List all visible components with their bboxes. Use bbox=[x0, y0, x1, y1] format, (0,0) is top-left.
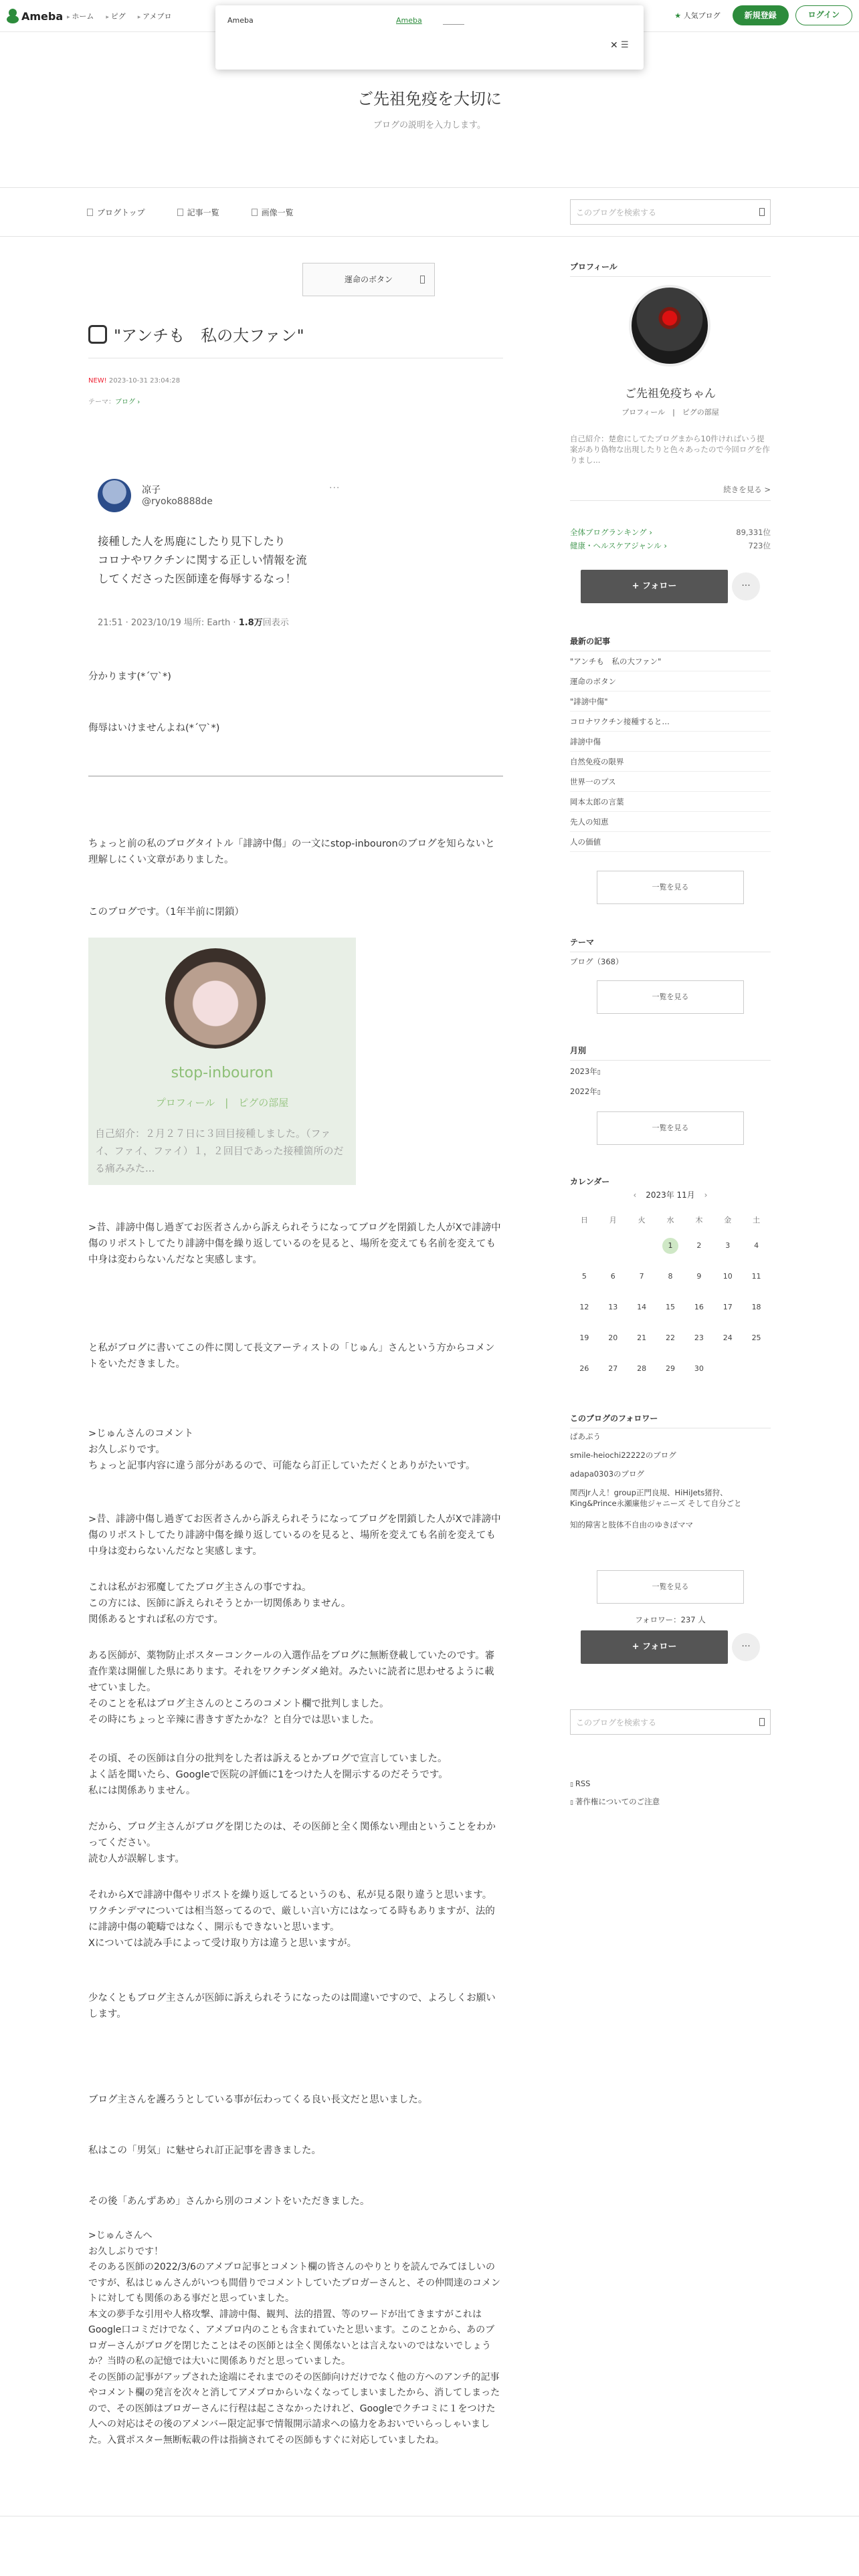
follower-item[interactable]: ぱあぷう bbox=[570, 1432, 601, 1441]
entry-title-text: "アンチも 私の大ファン" bbox=[114, 326, 304, 345]
calendar-day: 25 bbox=[751, 1333, 761, 1342]
tweet-author-name[interactable]: 凉子 bbox=[142, 485, 161, 496]
popular-blog-link[interactable] bbox=[674, 10, 720, 21]
entry-date: 2023-10-31 23:04:28 bbox=[108, 377, 181, 385]
top-right-actions bbox=[674, 5, 852, 25]
paragraph: このブログです。（1年半前に閉鎖） bbox=[88, 907, 244, 918]
search-icon bbox=[420, 276, 425, 284]
top-nav-ameblo[interactable]: ▸ アメブロ bbox=[138, 11, 172, 21]
copyright-label: 著作権についてのご注意 bbox=[575, 1797, 660, 1806]
tweet-views: 1.8万 bbox=[238, 618, 263, 628]
card-intro: 自己紹介：２月２７日に３回目接種しました。（ファイ、ファイ、ファイ）１，２回目であった接種箇所のだる痛みみた... bbox=[95, 1128, 344, 1174]
ranking-genre-label: 健康・ヘルスケアジャンル bbox=[570, 541, 662, 550]
list-item[interactable]: "誹謗中傷" bbox=[570, 691, 771, 712]
ranking-genre[interactable] bbox=[570, 540, 771, 551]
calendar-day bbox=[599, 1230, 628, 1261]
paragraph: その頃、その医師は自分の批判をした者は訴えるとかブログで宣言していました。 よく話を聞いたら、Googleで医院の評価に1をつけた人を開示するのだそうです。 私には関係ありません。 bbox=[88, 1753, 448, 1796]
calendar-day: 16 bbox=[694, 1303, 704, 1311]
expand-icon: ▯ bbox=[597, 1089, 601, 1096]
calendar-month: 2023年 11月 bbox=[646, 1190, 695, 1200]
signup-button[interactable]: 新規登録 bbox=[733, 5, 789, 25]
calendar-day: 4 bbox=[754, 1241, 759, 1250]
read-more-link[interactable]: 続きを見る > bbox=[723, 485, 771, 494]
nav-blog-top[interactable] bbox=[87, 207, 145, 218]
calendar-day: 6 bbox=[610, 1272, 615, 1281]
more-options-button[interactable]: ··· bbox=[732, 572, 760, 601]
month-label: 2022年 bbox=[570, 1087, 597, 1096]
rss-label: RSS bbox=[575, 1779, 591, 1788]
nav-entry-list[interactable] bbox=[177, 207, 219, 218]
month-see-all-button[interactable]: 一覧を見る bbox=[597, 1111, 744, 1145]
profile-intro: 自己紹介：楚愈にしてたブログまから10件ければいう提案があり偽物な出現したりと色々あったので今回ログを作りまし... bbox=[570, 434, 770, 465]
follower-item[interactable]: 関西Jr人え！group正門良規、HiHiJets猪狩、King&Prince永瀬廉他ジャニーズ そして自分ごと bbox=[570, 1488, 742, 1508]
follower-item[interactable]: 知的障害と肢体不自由のゆきぽママ bbox=[570, 1520, 693, 1529]
popup-title: Ameba bbox=[227, 16, 254, 25]
profile-links[interactable]: プロフィール | ピグの部屋 bbox=[622, 408, 719, 417]
page-icon bbox=[87, 209, 93, 216]
nav-image-list[interactable] bbox=[252, 207, 294, 218]
info-icon: ▯ bbox=[570, 1800, 575, 1806]
paragraph: >じゅんさんのコメント お久しぶりです。 ちょっと記事内容に違う部分があるので、可能なら訂正していただくとありがたいです。 bbox=[88, 1428, 476, 1471]
chevron-left-icon[interactable]: ‹ bbox=[633, 1190, 637, 1200]
calendar-day: 20 bbox=[608, 1333, 618, 1342]
calendar-day: 24 bbox=[723, 1333, 733, 1342]
rss-icon: ▯ bbox=[570, 1782, 575, 1788]
sidebar-search-input[interactable] bbox=[570, 1709, 771, 1735]
paragraph: だから、ブログ主さんがブログを閉じたのは、その医師と全く関係ない理由ということをわかってください。 読む人が誤解します。 bbox=[88, 1822, 496, 1864]
blog-nav-links bbox=[87, 207, 294, 218]
month-item[interactable] bbox=[570, 1086, 601, 1097]
list-item[interactable]: "アンチも 私の大ファン" bbox=[570, 651, 771, 671]
star-icon: ★ bbox=[674, 11, 682, 20]
login-button[interactable]: ログイン bbox=[795, 5, 852, 25]
tweet-views-suffix: 回表示 bbox=[262, 618, 289, 628]
divider bbox=[570, 500, 771, 501]
weekday: 土 bbox=[753, 1216, 761, 1224]
theme-item[interactable]: ブログ（368） bbox=[570, 957, 624, 966]
blog-title[interactable]: ご先祖免疫を大切に bbox=[357, 90, 502, 108]
image-icon bbox=[252, 209, 258, 216]
paragraph: 少なくともブログ主さんが医師に訴えられそうになったのは間違いですので、よろしくお願いします。 bbox=[88, 1993, 496, 2020]
list-icon bbox=[177, 209, 183, 216]
calendar-day: 10 bbox=[723, 1272, 733, 1281]
avatar[interactable] bbox=[98, 479, 131, 512]
follower-count: フォロワー：237 人 bbox=[635, 1615, 706, 1624]
paragraph: ブログ主さんを護ろうとしている事が伝わってくる良い長文だと思いました。 bbox=[88, 2095, 428, 2105]
popup-underline bbox=[443, 24, 464, 25]
blog-search-placeholder: このブログを検索する bbox=[576, 208, 657, 217]
close-icon[interactable]: ✕ bbox=[610, 40, 618, 51]
calendar-day: 15 bbox=[665, 1303, 675, 1311]
chevron-right-icon: › bbox=[137, 399, 140, 406]
new-badge: NEW! bbox=[88, 377, 107, 385]
month-label: 2023年 bbox=[570, 1067, 597, 1076]
profile-avatar[interactable] bbox=[629, 285, 710, 366]
calendar-day: 5 bbox=[581, 1272, 587, 1281]
theme-see-all-button[interactable]: 一覧を見る bbox=[597, 980, 744, 1014]
ameba-popup bbox=[215, 5, 644, 70]
calendar-day: 8 bbox=[668, 1272, 673, 1281]
calendar-day: 28 bbox=[637, 1364, 647, 1373]
follow-button[interactable]: + フォロー bbox=[581, 570, 728, 603]
ranking-overall-value: 89,331位 bbox=[736, 528, 771, 537]
calendar-day: 11 bbox=[751, 1272, 761, 1281]
calendar-day: 23 bbox=[694, 1333, 704, 1342]
nav-image-list-label: 画像一覧 bbox=[261, 208, 294, 217]
blog-nav-bar bbox=[0, 187, 859, 237]
weekday: 日 bbox=[580, 1216, 588, 1224]
list-item[interactable]: 人の価値 bbox=[570, 832, 771, 852]
popular-blog-label: 人気ブログ bbox=[683, 11, 721, 20]
ameba-logo-icon bbox=[7, 9, 19, 23]
search-icon[interactable] bbox=[759, 208, 765, 216]
paragraph: それからXで誹謗中傷やリポストを繰り返してるというのも、私が見る限り違うと思います。 ワクチンデマについては相当怒ってるので、厳しい言い方にはなってる時もありますが、法的に誹謗中傷の範疇ではなく、開示もできないと思います。 Xについては読み手によって受け取り方は違うと思いますが。 bbox=[88, 1890, 495, 1949]
paragraph: 分かります(*´▽`*) bbox=[88, 671, 171, 682]
calendar-day: 7 bbox=[639, 1272, 644, 1281]
embedded-tweet[interactable] bbox=[88, 468, 356, 635]
calendar-day: 14 bbox=[637, 1303, 647, 1311]
paragraph: ある医師が、薬物防止ポスターコンクールの入選作品をブログに無断登載していたのです。審査作業は開催した県にあります。それをワクチンダメ絶対。みたいに読者に思わせるように載せていました。 そのことを私はブログ主さんのところのコメント欄で批判しました。 その時にちょっと辛辣に書きすぎたかな？と自分では思いました。 bbox=[88, 1650, 495, 1725]
theme-label: テーマ： bbox=[88, 399, 115, 406]
blog-description: ブログの説明を入力します。 bbox=[373, 120, 486, 130]
latest-list bbox=[570, 651, 771, 852]
ranking-overall-label: 全体ブログランキング bbox=[570, 528, 647, 537]
calendar-day: 12 bbox=[579, 1303, 589, 1311]
entry-meta bbox=[88, 377, 180, 385]
calendar-day: 27 bbox=[608, 1364, 618, 1373]
followers-list bbox=[570, 1431, 771, 1538]
weekday: 月 bbox=[609, 1216, 617, 1224]
calendar-day-today[interactable]: 1 bbox=[656, 1230, 685, 1261]
linked-blog-card[interactable] bbox=[88, 938, 356, 1185]
more-icon[interactable]: ··· bbox=[329, 483, 341, 494]
tweet-time: 21:51 · 2023/10/19 場所: Earth · bbox=[98, 618, 239, 628]
more-options-button-bottom[interactable]: ··· bbox=[732, 1633, 760, 1661]
card-links: プロフィール | ピグの部屋 bbox=[155, 1097, 289, 1109]
fortune-button-label: 運命のボタン bbox=[344, 275, 393, 284]
chevron-right-icon[interactable]: › bbox=[704, 1190, 708, 1200]
rss-link[interactable] bbox=[570, 1779, 590, 1788]
profile-name[interactable]: ご先祖免疫ちゃん bbox=[625, 387, 716, 401]
list-item[interactable]: コロナワクチン接種すると… bbox=[570, 712, 771, 732]
weekday: 金 bbox=[724, 1216, 732, 1224]
calendar bbox=[570, 1210, 771, 1384]
weekday: 火 bbox=[638, 1216, 646, 1224]
follow-button-bottom[interactable]: + フォロー bbox=[581, 1630, 728, 1664]
list-item[interactable]: 自然免疫の限界 bbox=[570, 752, 771, 772]
theme-title: テーマ bbox=[570, 936, 771, 952]
calendar-day: 21 bbox=[637, 1333, 647, 1342]
follower-item[interactable]: adapa0303のブログ bbox=[570, 1469, 645, 1479]
theme-link[interactable]: ブログ bbox=[115, 399, 135, 406]
entry-title[interactable] bbox=[88, 322, 304, 346]
ameba-logo[interactable] bbox=[7, 8, 63, 24]
fortune-button[interactable] bbox=[302, 263, 435, 296]
profile-title: プロフィール bbox=[570, 261, 771, 277]
calendar-day: 18 bbox=[751, 1303, 761, 1311]
paragraph: これは私がお邪魔してたブログ主さんの事ですね。 この方には、医師に訴えられそうとか一切関係ありません。 関係あるとすれば私の方です。 bbox=[88, 1582, 351, 1625]
chevron-right-icon: › bbox=[664, 541, 667, 550]
list-item[interactable]: 岡本太郎の言葉 bbox=[570, 792, 771, 812]
weekday: 水 bbox=[666, 1216, 674, 1224]
calendar-day: 30 bbox=[694, 1364, 704, 1373]
tweet-author-handle[interactable]: @ryoko8888de bbox=[142, 496, 213, 507]
blog-search-input[interactable] bbox=[570, 199, 771, 225]
latest-see-all-button[interactable]: 一覧を見る bbox=[597, 871, 744, 904]
month-item[interactable] bbox=[570, 1066, 601, 1077]
calendar-day: 29 bbox=[665, 1364, 675, 1373]
paragraph: >昔、誹謗中傷し過ぎてお医者さんから訴えられそうになってブログを閉鎖した人がXで誹謗中傷のリポストしてたり誹謗中傷を繰り返しているのを見ると、場所を変えても名前を変えても中身は変わらないんだなと実感します。 bbox=[88, 1222, 501, 1265]
entry-theme bbox=[88, 396, 140, 406]
ranking-genre-value: 723位 bbox=[748, 541, 771, 550]
popup-link[interactable]: Ameba bbox=[396, 16, 422, 25]
nav-entry-list-label: 記事一覧 bbox=[187, 208, 219, 217]
followers-see-all-button[interactable]: 一覧を見る bbox=[597, 1570, 744, 1604]
follower-item[interactable]: smile-heiochi22222のブログ bbox=[570, 1451, 676, 1460]
followers-title: このブログのフォロワー bbox=[570, 1412, 771, 1428]
calendar-day bbox=[570, 1230, 599, 1261]
calendar-day: 19 bbox=[579, 1333, 589, 1342]
calendar-title: カレンダー bbox=[570, 1177, 610, 1186]
calendar-day: 13 bbox=[608, 1303, 618, 1311]
top-nav bbox=[67, 11, 172, 21]
reblog-icon bbox=[88, 325, 107, 344]
menu-icon[interactable]: ☰ bbox=[621, 40, 629, 50]
chevron-right-icon: › bbox=[649, 528, 652, 537]
calendar-day: 3 bbox=[725, 1241, 731, 1250]
list-item[interactable]: 運命のボタン bbox=[570, 671, 771, 691]
calendar-day: 22 bbox=[665, 1333, 675, 1342]
list-item[interactable]: 世界一のプス bbox=[570, 772, 771, 792]
calendar-day bbox=[628, 1230, 656, 1261]
calendar-day: 17 bbox=[723, 1303, 733, 1311]
paragraph: >じゅんさんへ お久しぶりです！ そのある医師の2022/3/6のアメブロ記事とコメント欄の皆さんのやりとりを読んでみてほしいのですが、私はじゅんさんがいつも間借りでコメントしていたブロガーさんと、その仲間達のコメントに対しても関係のある事だと思っていました。 本文の夢手な引用や人格攻撃、誹謗中傷、観判、法的措置、等のワードが出てきますがこれはGoogle口コミだけでなく、アメブロ内のことも含まれていたと思います。このことから、あのブロガーさんがブログを閉じたことはその医師とは全く関係ないとは言えないのではないでしょうか？当時の私の記憶では大いに関係ありだと思っていました。 その医師の記事がアップされた途端にそれまでのその医師向けだけでなく他の方へのアンチ的記事やコメント欄の発言を次々と消してアメブロからいなくなってしまいましたから、消してしまったので、その医師はブロガーさんに行程は起こさなかったけれど、Googleでクチコミに１をつけた人への対応はその後のアメンバー限定記事で情報開示請求への協力をあおいでいらっしゃいました。入賞ポスター無断転載の件は指摘されてその医師もすぐに対応していましたね。 bbox=[88, 2230, 500, 2446]
latest-title: 最新の記事 bbox=[570, 635, 771, 651]
copyright-link[interactable] bbox=[570, 1796, 660, 1807]
paragraph: 侮辱はいけませんよね(*´▽`*) bbox=[88, 723, 220, 734]
calendar-header bbox=[570, 1189, 771, 1200]
weekday: 木 bbox=[695, 1216, 703, 1224]
paragraph: >昔、誹謗中傷し過ぎてお医者さんから訴えられそうになってブログを閉鎖した人がXで誹謗中傷のリポストしてたり誹謗中傷を繰り返しているのを見ると、場所を変えても名前を変えても中身は変わらないんだなと実感します。 bbox=[88, 1514, 501, 1557]
calendar-day: 2 bbox=[696, 1241, 702, 1250]
top-nav-home[interactable]: ▸ ホーム bbox=[67, 11, 94, 21]
top-nav-pigg[interactable]: ▸ ピグ bbox=[106, 11, 125, 21]
paragraph: ちょっと前の私のブログタイトル「誹謗中傷」の一文にstop-inbouronのブログを知らないと理解しにくい文章がありました。 bbox=[88, 839, 495, 865]
card-avatar bbox=[165, 948, 266, 1049]
tweet-text: 接種した人を馬鹿にしたり見下したり コロナやワクチンに関する正しい情報を流 してくださった医師達を侮辱するなっ！ bbox=[98, 535, 307, 585]
calendar-day: 9 bbox=[696, 1272, 702, 1281]
nav-blog-top-label: ブログトップ bbox=[97, 208, 145, 217]
card-blog-name: stop-inbouron bbox=[171, 1065, 274, 1081]
sidebar-search-placeholder: このブログを検索する bbox=[576, 1718, 657, 1727]
month-title: 月別 bbox=[570, 1045, 771, 1061]
tweet-footer bbox=[98, 615, 289, 628]
paragraph: と私がブログに書いてこの件に関して長文アーティストの「じゅん」さんという方からコメントをいただきました。 bbox=[88, 1343, 495, 1370]
calendar-day: 26 bbox=[579, 1364, 589, 1373]
calendar-grid bbox=[570, 1210, 771, 1384]
list-item[interactable]: 誹謗中傷 bbox=[570, 732, 771, 752]
expand-icon: ▯ bbox=[597, 1069, 601, 1076]
ranking-overall[interactable] bbox=[570, 527, 771, 538]
search-icon[interactable] bbox=[759, 1718, 765, 1726]
paragraph: その後「あんずあめ」さんから別のコメントをいただきました。 bbox=[88, 2196, 370, 2207]
paragraph: 私はこの「男気」に魅せられ訂正記事を書きました。 bbox=[88, 2145, 321, 2156]
logo-text: Ameba bbox=[21, 9, 64, 23]
list-item[interactable]: 先人の知恵 bbox=[570, 812, 771, 832]
